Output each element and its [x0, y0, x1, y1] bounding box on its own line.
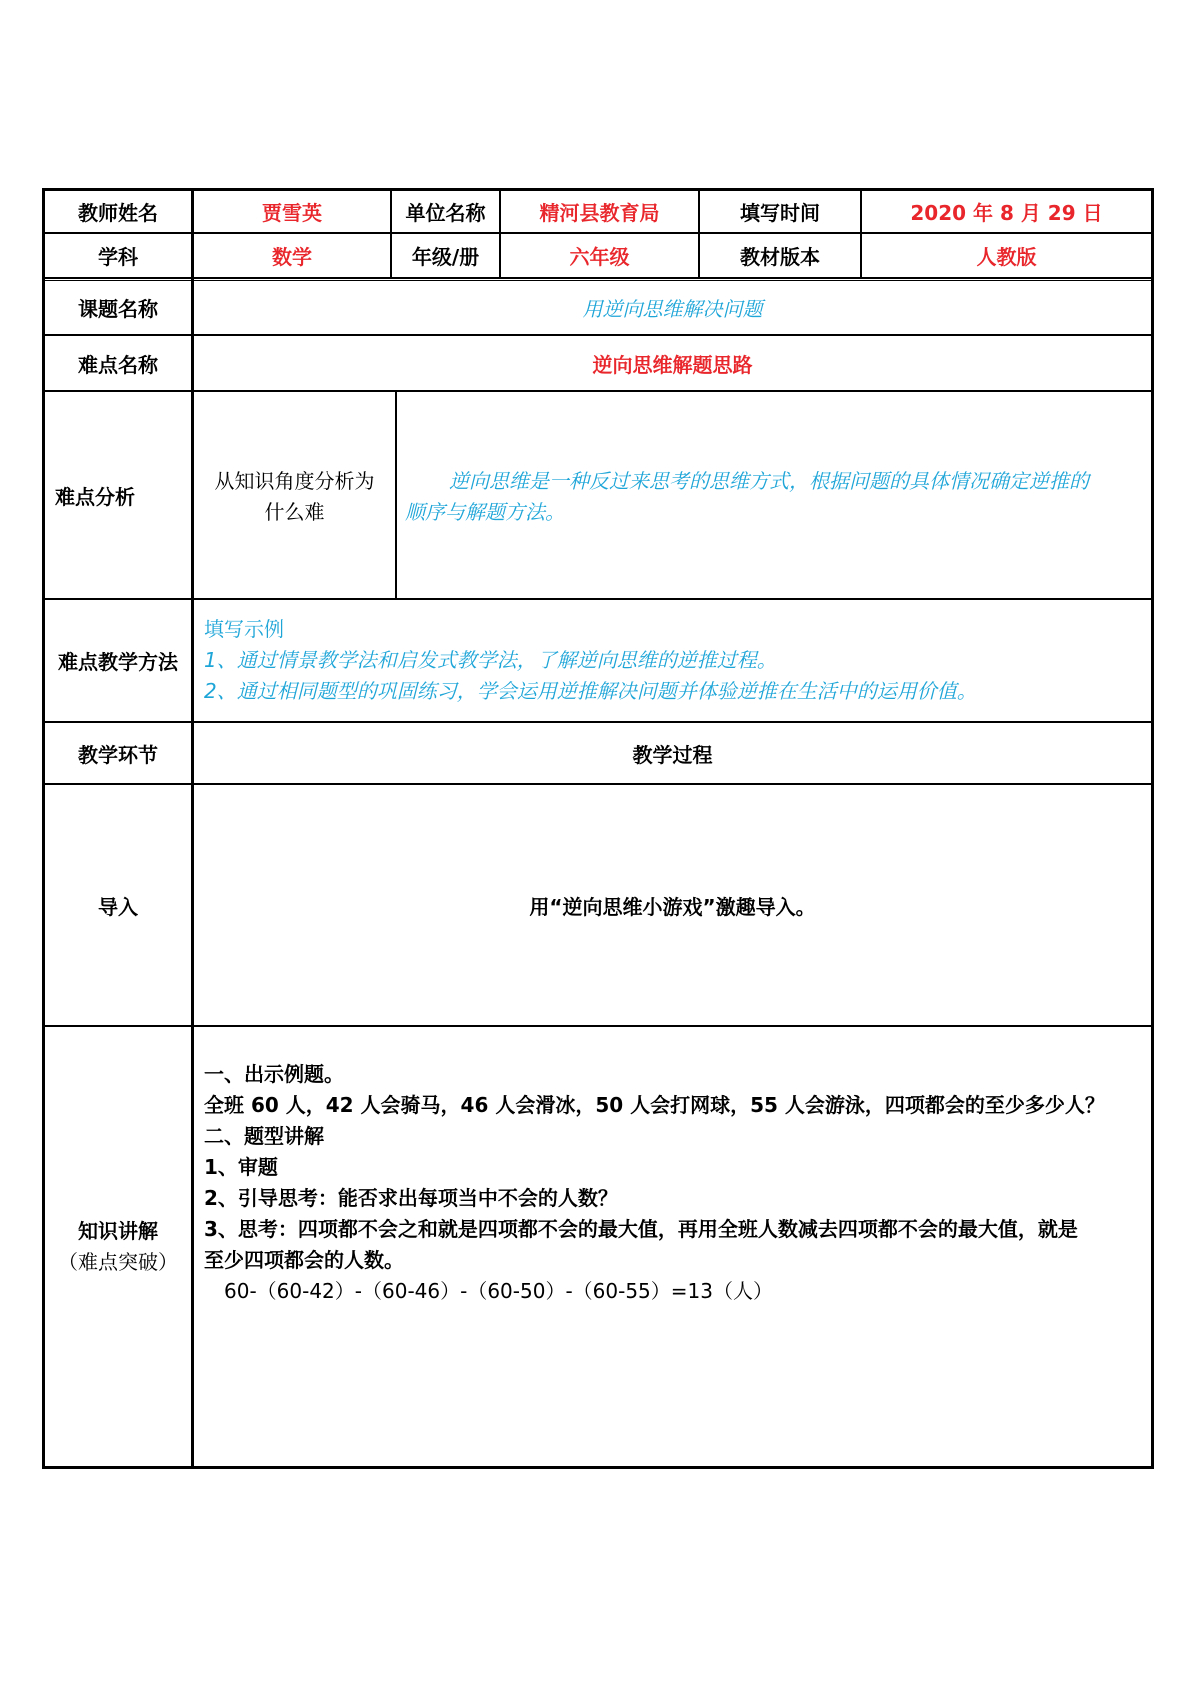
- fill-date-value: 2020 年 8 月 29 日: [910, 201, 1103, 225]
- method-line: 2、通过相同题型的巩固练习，学会运用逆推解决问题并体验逆推在生活中的运用价值。: [204, 679, 977, 703]
- analysis-sublabel-line: 什么难: [264, 500, 325, 524]
- method-text: [204, 614, 1144, 707]
- topic-label: 课题名称: [78, 297, 158, 321]
- subject-value: 数学: [272, 245, 312, 269]
- knowledge-line: 二、题型讲解: [204, 1124, 324, 1148]
- intro-value: 用“逆向思维小游戏”激趣导入。: [529, 894, 816, 919]
- teacher-name-value: 贾雪英: [262, 201, 322, 225]
- knowledge-formula: 60-（60-42）-（60-46）-（60-50）-（60-55）=13（人）: [224, 1279, 773, 1303]
- edition-label: 教材版本: [740, 245, 820, 269]
- knowledge-line: 1、审题: [204, 1155, 278, 1179]
- knowledge-line: 2、引导思考：能否求出每项当中不会的人数？: [204, 1186, 618, 1210]
- teacher-name-label: 教师姓名: [78, 201, 158, 225]
- knowledge-label-line: 知识讲解: [78, 1219, 158, 1243]
- unit-name-label: 单位名称: [405, 201, 486, 225]
- row-divider: [42, 390, 1154, 392]
- knowledge-label-line: （难点突破）: [58, 1250, 178, 1274]
- row-divider: [42, 1025, 1154, 1027]
- knowledge-line: 全班 60 人，42 人会骑马，46 人会滑冰，50 人会打网球，55 人会游泳，四项都会的至少多少人？: [204, 1093, 1105, 1117]
- intro-label: 导入: [98, 894, 138, 919]
- grade-value: 六年级: [569, 245, 630, 269]
- edition-value: 人教版: [976, 245, 1037, 269]
- analysis-sublabel: [194, 466, 395, 528]
- analysis-text: [405, 466, 1145, 528]
- analysis-text-line: 逆向思维是一种反过来思考的思维方式，根据问题的具体情况确定逆推的: [449, 469, 1089, 493]
- method-label: 难点教学方法: [58, 650, 178, 674]
- knowledge-line: 3、思考：四项都不会之和就是四项都不会的最大值，再用全班人数减去四项都不会的最大值，就是: [204, 1217, 1078, 1241]
- table-border-bottom: [42, 1466, 1154, 1469]
- knowledge-line: 至少四项都会的人数。: [204, 1248, 404, 1272]
- knowledge-content: [204, 1059, 1144, 1307]
- knowledge-label: [45, 1216, 191, 1278]
- difficulty-value: 逆向思维解题思路: [592, 352, 753, 377]
- row-divider: [42, 277, 1154, 279]
- row-divider: [42, 598, 1154, 600]
- method-line: 填写示例: [204, 617, 284, 641]
- teaching-step-label: 教学环节: [78, 742, 158, 767]
- analysis-label: 难点分析: [55, 484, 135, 509]
- table-border-right: [1151, 188, 1154, 1469]
- analysis-sublabel-line: 从知识角度分析为: [214, 469, 375, 493]
- method-line: 1、通过情景教学法和启发式教学法，了解逆向思维的逆推过程。: [204, 648, 777, 672]
- analysis-col-divider: [395, 390, 397, 600]
- topic-value: 用逆向思维解决问题: [582, 297, 763, 321]
- analysis-text-line: 顺序与解题方法。: [405, 500, 565, 524]
- difficulty-label: 难点名称: [78, 352, 158, 377]
- fill-date-label: 填写时间: [740, 201, 820, 225]
- knowledge-line: 一、出示例题。: [204, 1062, 344, 1086]
- unit-name-value: 精河县教育局: [539, 201, 660, 225]
- subject-label: 学科: [98, 245, 138, 269]
- teaching-process-label: 教学过程: [632, 742, 713, 767]
- grade-label: 年级/册: [411, 245, 480, 269]
